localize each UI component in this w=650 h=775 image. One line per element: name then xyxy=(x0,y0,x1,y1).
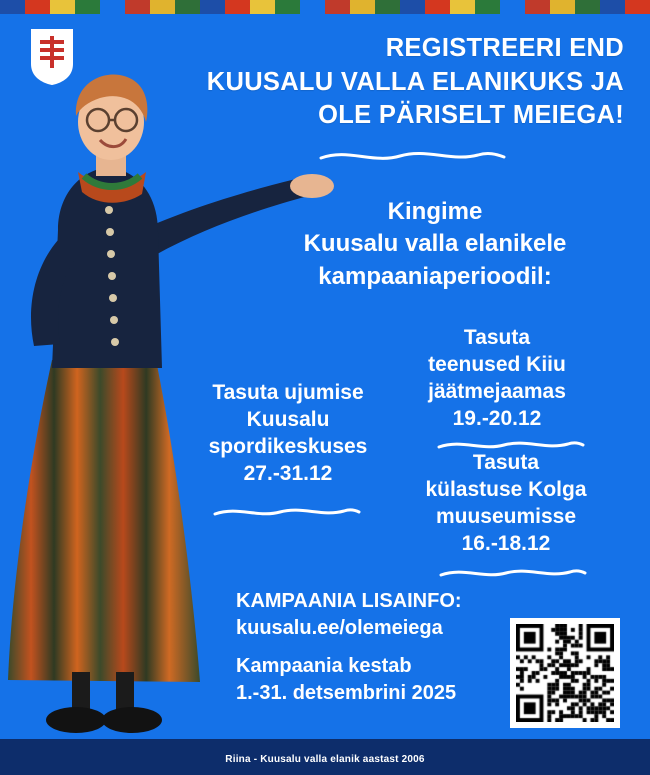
squiggle-divider-headline xyxy=(318,148,508,169)
stripe-segment xyxy=(450,0,475,14)
offer-waste-dates: 19.-20.12 xyxy=(452,406,542,430)
decorative-stripe-band xyxy=(0,0,650,14)
gift-intro-line-1: Kingime xyxy=(387,198,483,225)
stripe-segment xyxy=(475,0,500,14)
stripe-segment xyxy=(275,0,300,14)
offer-waste-line-3: jäätmejaamas xyxy=(428,379,566,403)
stripe-segment xyxy=(25,0,50,14)
offer-waste-line-2: teenused Kiiu xyxy=(428,352,566,376)
headline-line-1: REGISTREERI END xyxy=(385,34,624,62)
stripe-segment xyxy=(225,0,250,14)
stripe-segment xyxy=(575,0,600,14)
poster-headline xyxy=(204,32,624,133)
headline-line-2: KUUSALU VALLA ELANIKUKS JA xyxy=(206,67,624,96)
stripe-segment xyxy=(75,0,100,14)
squiggle-divider-swimming xyxy=(212,505,362,524)
campaign-info-label: KAMPAANIA LISAINFO: xyxy=(236,590,462,612)
stripe-segment xyxy=(125,0,150,14)
stripe-segment xyxy=(350,0,375,14)
stripe-segment xyxy=(600,0,625,14)
offer-swimming-line-1: Tasuta ujumise xyxy=(212,381,364,404)
stripe-segment xyxy=(200,0,225,14)
offer-museum-dates: 16.-18.12 xyxy=(461,531,551,555)
kuusalu-crest-icon xyxy=(30,28,74,86)
offer-museum-line-3: muuseumisse xyxy=(435,504,577,528)
stripe-segment xyxy=(100,0,125,14)
stripe-segment xyxy=(625,0,650,14)
stripe-segment xyxy=(300,0,325,14)
campaign-duration-line-1: Kampaania kestab xyxy=(236,655,412,677)
campaign-duration-line-2: 1.-31. detsembrini 2025 xyxy=(236,682,457,704)
squiggle-divider-museum xyxy=(438,566,588,585)
gift-intro-text xyxy=(250,196,620,293)
campaign-duration xyxy=(236,653,456,707)
stripe-segment xyxy=(400,0,425,14)
stripe-segment xyxy=(500,0,525,14)
campaign-info xyxy=(236,588,462,642)
stripe-segment xyxy=(250,0,275,14)
offer-waste-station xyxy=(372,325,622,433)
offer-swimming-line-3: spordikeskuses xyxy=(208,434,368,458)
offer-waste-line-1: Tasuta xyxy=(463,326,531,349)
offer-museum xyxy=(386,450,626,558)
offer-swimming-line-2: Kuusalu xyxy=(246,407,330,431)
stripe-segment xyxy=(375,0,400,14)
offer-swimming-dates: 27.-31.12 xyxy=(243,461,333,485)
qr-code[interactable] xyxy=(510,618,620,728)
photo-caption: Riina - Kuusalu valla elanik aastast 2006 xyxy=(225,754,425,765)
stripe-segment xyxy=(50,0,75,14)
stripe-segment xyxy=(150,0,175,14)
offer-museum-line-2: külastuse Kolga xyxy=(425,477,587,501)
offer-museum-line-1: Tasuta xyxy=(472,451,540,474)
offer-swimming xyxy=(178,380,398,488)
stripe-segment xyxy=(175,0,200,14)
gift-intro-line-2: Kuusalu valla elanikele xyxy=(303,230,567,258)
campaign-info-url[interactable]: kuusalu.ee/olemeiega xyxy=(236,617,443,639)
stripe-segment xyxy=(325,0,350,14)
stripe-segment xyxy=(525,0,550,14)
headline-line-3: OLE PÄRISELT MEIEGA! xyxy=(318,101,624,130)
gift-intro-line-3: kampaaniaperioodil: xyxy=(318,262,552,290)
stripe-segment xyxy=(0,0,25,14)
stripe-segment xyxy=(550,0,575,14)
stripe-segment xyxy=(425,0,450,14)
